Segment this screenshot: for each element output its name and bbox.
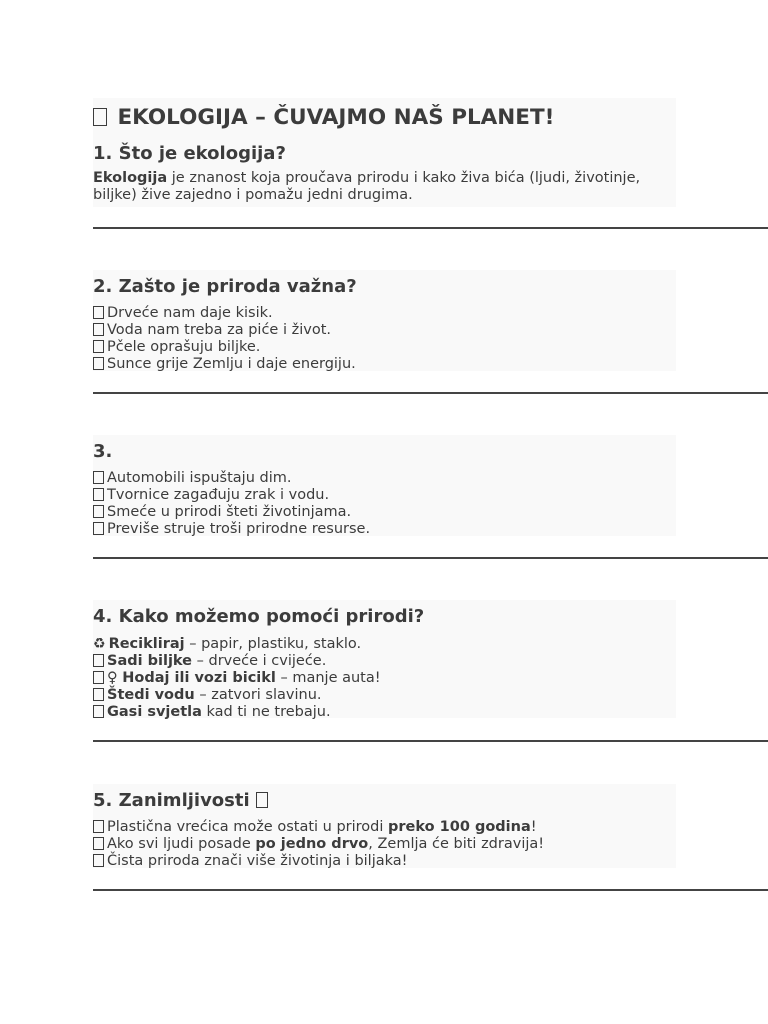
factory-icon [93, 488, 104, 501]
list-item: Smeće u prirodi šteti životinjama. [93, 504, 676, 521]
lightning-icon [93, 522, 104, 535]
cyclist-icon [93, 671, 104, 684]
section-how-to-help [93, 600, 768, 742]
section-why-nature-important [93, 270, 768, 394]
list-item: Štedi vodu – zatvori slavinu. [93, 687, 676, 704]
female-sign-icon: ♀ [107, 670, 118, 686]
list-item: Sadi biljke – drveće i cvijeće. [93, 653, 676, 670]
tree-icon [93, 306, 104, 319]
section-heading: 4. Kako možemo pomoći prirodi? [93, 606, 425, 627]
section-heading: 3. [93, 441, 113, 462]
section-divider [93, 227, 768, 229]
section-box [93, 435, 676, 536]
list-item: Plastična vrećica može ostati u prirodi preko 100 godina! [93, 819, 676, 836]
section-divider [93, 392, 768, 394]
water-drop-icon [93, 323, 104, 336]
list-item: Automobili ispuštaju dim. [93, 470, 676, 487]
earth-icon [256, 792, 268, 808]
section-paragraph: Ekologija je znanost koja proučava prirodu i kako živa bića (ljudi, životinje, biljke) žive zajedno i pomažu jedni drugima. [93, 170, 641, 203]
section-box [93, 784, 676, 868]
bee-icon [93, 340, 104, 353]
section-divider [93, 740, 768, 742]
list-item: Pčele oprašuju biljke. [93, 339, 676, 356]
list-item: Gasi svjetla kad ti ne trebaju. [93, 704, 676, 721]
section-divider [93, 557, 768, 559]
section-heading: 1. Što je ekologija? [93, 143, 286, 164]
list-item: ♀ Hodaj ili vozi bicikl – manje auta! [93, 670, 676, 687]
globe-icon [93, 108, 107, 126]
section-box [93, 270, 676, 371]
document-page [93, 96, 768, 891]
section-heading: 2. Zašto je priroda važna? [93, 276, 357, 297]
trash-icon [93, 505, 104, 518]
seedling-icon [93, 654, 104, 667]
list-item: Tvornice zagađuju zrak i vodu. [93, 487, 676, 504]
page-title: EKOLOGIJA – ČUVAJMO NAŠ PLANET! [93, 100, 676, 132]
section-divider [93, 889, 768, 891]
section-pollution [93, 435, 768, 559]
recycle-icon: ♻ [93, 636, 106, 652]
tree-icon [93, 837, 104, 850]
animal-icon [93, 854, 104, 867]
section-box [93, 98, 676, 207]
water-drop-icon [93, 688, 104, 701]
section-what-is-ecology [93, 98, 768, 229]
list-item: ♻ Recikliraj – papir, plastiku, staklo. [93, 636, 362, 652]
list-item: Previše struje troši prirodne resurse. [93, 521, 676, 538]
list-item: Voda nam treba za piće i život. [93, 322, 676, 339]
section-heading: 5. Zanimljivosti [93, 789, 676, 813]
light-bulb-icon [93, 705, 104, 718]
section-box [93, 600, 676, 718]
lightbulb-icon [93, 820, 104, 833]
list-item: Sunce grije Zemlju i daje energiju. [93, 356, 676, 373]
list-item: Čista priroda znači više životinja i biljaka! [93, 853, 676, 870]
list-item: Ako svi ljudi posade po jedno drvo, Zemlja će biti zdravija! [93, 836, 676, 853]
car-icon [93, 471, 104, 484]
sun-icon [93, 357, 104, 370]
list-item: Drveće nam daje kisik. [93, 305, 676, 322]
section-fun-facts [93, 784, 768, 891]
